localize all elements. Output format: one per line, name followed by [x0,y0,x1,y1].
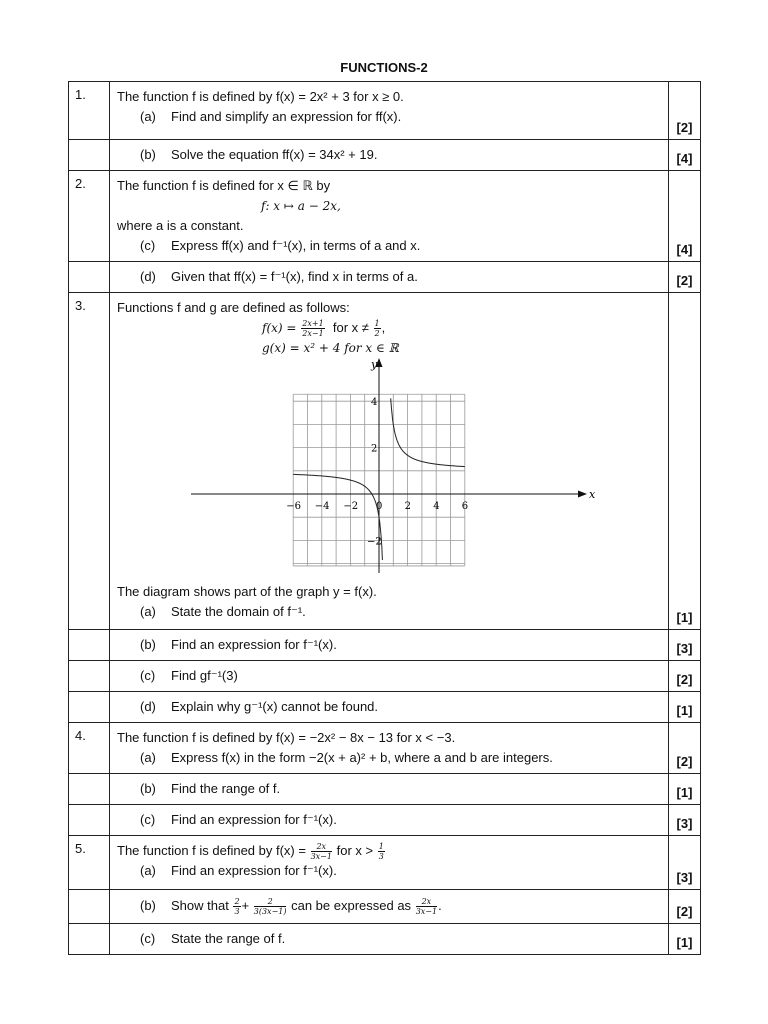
fraction: $\frac{2x}{3x-1}$ [415,897,438,917]
fraction: $\frac{1}{2}$ [374,319,380,339]
mark-cell: [4] [669,171,701,262]
mark-cell: [4] [669,140,701,171]
mark-cell: [2] [669,661,701,692]
fraction: $\frac{2x}{3x-1}$ [310,842,332,862]
x-tick-label: −2 [343,501,359,513]
page-title: FUNCTIONS-2 [340,60,428,75]
part-label: (c) [140,812,156,827]
mark-cell: [1] [669,692,701,723]
mark-cell: [3] [669,630,701,661]
table-row [69,140,701,171]
part-text: Show that $\frac{2}{3}$ + $\frac{2}{3(3x-1)}$ can be expressed as $\frac{2x}{3x-1}$ . [171,897,442,917]
mark-cell: [3] [669,836,701,890]
part-label: (c) [140,238,156,253]
table-row [69,836,701,890]
table-row [69,924,701,955]
part-label: (c) [140,931,156,946]
question-stem: The function f is defined by f(x) = −2x² − 8x − 13 for x < −3. [117,730,456,745]
x-axis-label: x [589,488,595,502]
question-number: 1. [69,82,110,140]
table-row [69,171,701,262]
x-tick-label: 2 [404,501,411,513]
question-number: 2. [69,171,110,262]
mark-cell: [2] [669,82,701,140]
part-text: Express ff(x) and f⁻¹(x), in terms of a and x. [171,238,421,253]
question-stem: Functions f and g are defined as follows: [117,300,350,315]
part-label: (a) [140,750,156,765]
graph-caption: The diagram shows part of the graph y = f(x). [117,584,377,600]
mark-cell: [3] [669,805,701,836]
mark-cell: [2] [669,890,701,924]
part-label: (a) [140,109,156,124]
part-text: Find gf⁻¹(3) [171,668,238,683]
y-tick-label: 2 [371,443,378,455]
y-axis-label: y [371,358,378,372]
table-row [69,661,701,692]
part-text: Given that ff(x) = f⁻¹(x), find x in terms of a. [171,269,418,284]
fraction: $\frac{2}{3}$ [234,897,240,917]
question-stem: The function f is defined for x ∈ ℝ by [117,178,331,193]
table-row [69,630,701,661]
function-graph [185,358,595,580]
table-row [69,723,701,774]
table-row [69,890,701,924]
table-row [69,82,701,140]
x-tick-label: 0 [376,501,383,513]
x-tick-label: −6 [286,501,301,513]
function-definition: f: x ↦ a − 2x, [261,199,341,213]
part-label: (b) [140,781,156,796]
part-text: Find the range of f. [171,781,281,796]
part-label: (a) [140,863,156,879]
question-stem: The function f is defined by f(x) = 2x² + 3 for x ≥ 0. [117,89,404,104]
mark-cell: [2] [669,723,701,774]
table-row [69,262,701,293]
table-row [69,774,701,805]
part-label: (b) [140,147,156,162]
part-label: (c) [140,668,156,683]
table-row [69,692,701,723]
x-tick-label: 4 [433,501,440,513]
f-definition: f(x) = $\frac{2x+1}{2x-1}$ for x ≠ $\frac{1}{2}$ , [262,319,386,339]
question-stem: The function f is defined by f(x) = $\frac{2x}{3x-1}$ for x > $\frac{1}{3}$ [117,842,384,862]
x-tick-label: −4 [314,501,330,513]
x-tick-label: 6 [461,501,469,513]
part-text: Solve the equation ff(x) = 34x² + 19. [171,147,378,162]
part-label: (d) [140,699,156,714]
part-label: (b) [140,898,156,913]
y-tick-label: −2 [367,536,382,548]
mark-cell: [2] [669,262,701,293]
mark-cell: [1] [669,774,701,805]
fraction: $\frac{1}{3}$ [378,842,384,862]
question-number: 5. [69,836,110,890]
part-text: Find an expression for f⁻¹(x). [171,863,337,879]
mark-cell: [1] [669,924,701,955]
mark-cell: [1] [669,293,701,630]
question-number: 4. [69,723,110,774]
fraction: $\frac{2x+1}{2x-1}$ [302,319,324,339]
curve-right-branch [391,398,465,466]
part-text: Find an expression for f⁻¹(x). [171,812,337,827]
part-text: Find and simplify an expression for ff(x). [171,109,402,124]
part-label: (b) [140,637,156,652]
x-axis-arrow [578,491,587,498]
question-number: 3. [69,293,110,630]
fraction: $\frac{2}{3(3x-1)}$ [253,897,287,917]
question-table [68,81,701,955]
part-text: State the domain of f⁻¹. [171,604,306,620]
table-row [69,293,701,630]
part-label: (a) [140,604,156,620]
table-row [69,805,701,836]
y-tick-label: 4 [371,397,378,409]
part-text: State the range of f. [171,931,286,946]
part-text: Express f(x) in the form −2(x + a)² + b, where a and b are integers. [171,750,553,765]
g-definition: g(x) = x² + 4 for x ∈ ℝ [262,341,399,356]
part-text: Explain why g⁻¹(x) cannot be found. [171,699,379,714]
part-label: (d) [140,269,156,284]
question-stem: where a is a constant. [117,218,244,233]
part-text: Find an expression for f⁻¹(x). [171,637,337,652]
